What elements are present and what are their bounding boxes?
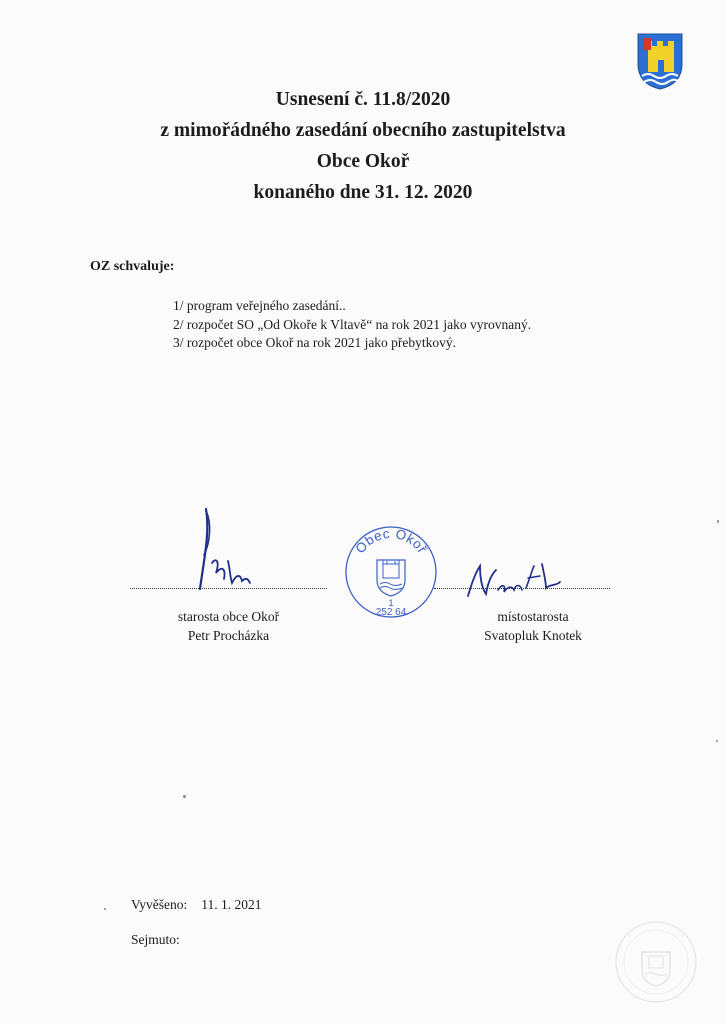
posted-date: 11. 1. 2021 [201, 897, 262, 912]
deputy-signature-caption [448, 607, 618, 645]
resolution-list [173, 297, 531, 353]
title-line: z mimořádného zasedání obecního zastupitelstva [160, 120, 566, 141]
signature-line-right [434, 588, 610, 589]
svg-text:1: 1 [388, 598, 394, 608]
stamp-text: Obec Okoř [352, 525, 431, 557]
posted-date-row [131, 897, 262, 913]
mayor-name: Petr Procházka [187, 628, 270, 643]
list-item: 1/ program veřejného zasedání.. [173, 298, 346, 313]
posted-label: Vyvěšeno: [131, 897, 188, 912]
document-title [0, 84, 726, 208]
stamp-crest-icon [377, 560, 405, 596]
mayor-signature [192, 503, 260, 595]
scan-speck [104, 908, 106, 910]
official-stamp [343, 518, 439, 618]
deputy-role: místostarosta [497, 609, 569, 624]
mayor-role: starosta obce Okoř [177, 609, 280, 624]
mayor-signature-caption [130, 607, 327, 645]
scan-speck [183, 795, 186, 798]
embossed-seal [612, 918, 700, 1006]
deputy-name: Svatopluk Knotek [484, 628, 582, 643]
scan-speck [716, 740, 718, 742]
svg-text:Obec Okoř [352, 526, 430, 556]
signature-line-left [130, 588, 327, 589]
deputy-signature [462, 560, 564, 600]
resolution-heading: OZ schvaluje: [90, 259, 175, 274]
list-item: 2/ rozpočet SO „Od Okoře k Vltavě“ na rok 2021 jako vyrovnaný. [173, 316, 532, 332]
stamp-postcode: 252 64 [375, 607, 407, 618]
removed-label: Sejmuto: [131, 932, 180, 947]
title-line: Usnesení č. 11.8/2020 [275, 89, 451, 110]
list-item: 3/ rozpočet obce Okoř na rok 2021 jako přebytkový. [173, 335, 457, 350]
coat-of-arms-icon [636, 32, 684, 90]
scan-speck [717, 520, 719, 523]
title-line: Obce Okoř [316, 151, 410, 172]
title-line: konaného dne 31. 12. 2020 [253, 182, 473, 203]
